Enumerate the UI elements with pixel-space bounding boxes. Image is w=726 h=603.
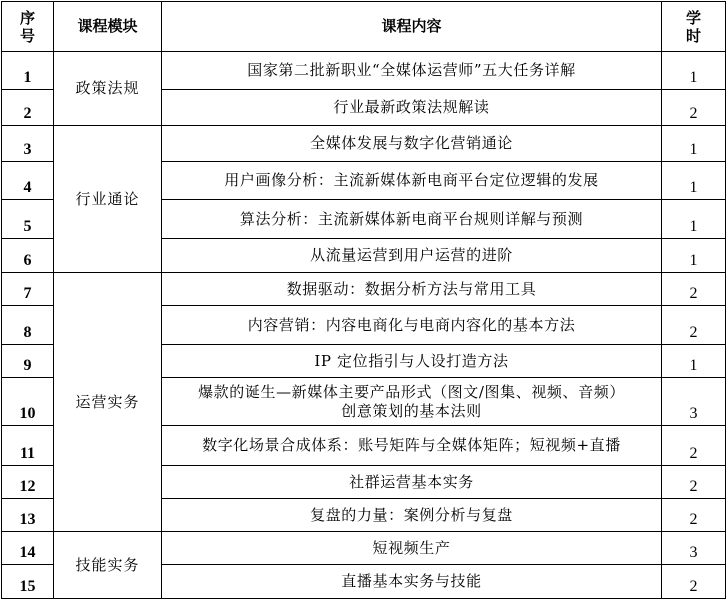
row-hours: 1 [662, 345, 726, 378]
row-hours: 2 [662, 426, 726, 466]
header-hours [662, 2, 726, 52]
row-number: 3 [2, 126, 54, 162]
header-number-line2: 号 [19, 26, 35, 45]
row-hours: 2 [662, 565, 726, 599]
row-content: IP 定位指引与人设打造方法 [162, 345, 662, 378]
header-module: 课程模块 [54, 2, 162, 52]
row-content: 数据驱动：数据分析方法与常用工具 [162, 273, 662, 306]
row-number: 13 [2, 499, 54, 532]
row-number: 9 [2, 345, 54, 378]
row-number: 6 [2, 239, 54, 273]
row-content-line2: 创意策划的基本法则 [341, 401, 482, 420]
row-hours: 2 [662, 273, 726, 306]
header-content: 课程内容 [162, 2, 662, 52]
row-number: 1 [2, 52, 54, 90]
row-number: 10 [2, 378, 54, 426]
row-number: 7 [2, 273, 54, 306]
row-hours: 1 [662, 52, 726, 90]
row-number: 15 [2, 565, 54, 599]
row-content: 社群运营基本实务 [162, 466, 662, 499]
row-hours: 1 [662, 162, 726, 200]
row-number: 11 [2, 426, 54, 466]
table-row [2, 126, 726, 162]
header-row [2, 2, 726, 52]
row-content: 行业最新政策法规解读 [162, 90, 662, 126]
row-number: 14 [2, 532, 54, 565]
row-number: 5 [2, 200, 54, 239]
table-row [2, 273, 726, 306]
module-cell: 运营实务 [54, 273, 162, 532]
module-cell: 技能实务 [54, 532, 162, 599]
row-hours: 1 [662, 239, 726, 273]
row-content: 数字化场景合成体系：账号矩阵与全媒体矩阵；短视频+直播 [162, 426, 662, 466]
row-content: 内容营销：内容电商化与电商内容化的基本方法 [162, 306, 662, 345]
row-hours: 2 [662, 466, 726, 499]
row-content-line1: 爆款的诞生—新媒体主要产品形式（图文/图集、视频、音频） [198, 382, 625, 401]
course-table [1, 1, 726, 599]
header-number [2, 2, 54, 52]
row-content: 国家第二批新职业“全媒体运营师”五大任务详解 [162, 52, 662, 90]
row-content: 全媒体发展与数字化营销通论 [162, 126, 662, 162]
row-hours: 3 [662, 378, 726, 426]
table-row [2, 532, 726, 565]
row-number: 12 [2, 466, 54, 499]
row-hours: 2 [662, 306, 726, 345]
row-hours: 3 [662, 532, 726, 565]
row-hours: 2 [662, 499, 726, 532]
header-number-line1: 序 [19, 8, 35, 27]
row-content: 用户画像分析：主流新媒体新电商平台定位逻辑的发展 [162, 162, 662, 200]
row-content: 算法分析：主流新媒体新电商平台规则详解与预测 [162, 200, 662, 239]
row-content: 复盘的力量：案例分析与复盘 [162, 499, 662, 532]
row-content [162, 378, 662, 426]
module-cell: 政策法规 [54, 52, 162, 126]
row-hours: 1 [662, 200, 726, 239]
row-hours: 2 [662, 90, 726, 126]
row-hours: 1 [662, 126, 726, 162]
module-cell: 行业通论 [54, 126, 162, 273]
row-number: 4 [2, 162, 54, 200]
row-number: 8 [2, 306, 54, 345]
row-content: 直播基本实务与技能 [162, 565, 662, 599]
row-content: 从流量运营到用户运营的进阶 [162, 239, 662, 273]
header-hours-line1: 学 [685, 8, 701, 27]
table-row [2, 52, 726, 90]
row-number: 2 [2, 90, 54, 126]
header-hours-line2: 时 [685, 26, 701, 45]
row-content: 短视频生产 [162, 532, 662, 565]
